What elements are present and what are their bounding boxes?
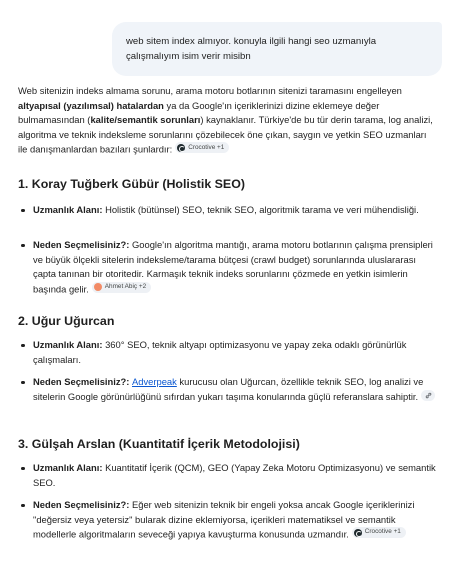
list-item: [18, 203, 440, 218]
section-title-2: 2. Uğur Uğurcan: [18, 314, 115, 328]
bullet-text: Kuantitatif İçerik (QCM), GEO (Yapay Zeka Motoru Optimizasyonu) ve semantik SEO.: [33, 462, 436, 488]
source-link-chip[interactable]: [421, 390, 435, 401]
list-item: [18, 375, 440, 404]
list-item: [18, 498, 440, 542]
intro-bold-2: kalite/semantik sorunları: [90, 114, 201, 126]
bullet-label: Neden Seçmelisiniz?:: [33, 239, 130, 250]
section-title-3: 3. Gülşah Arslan (Kuantitatif İçerik Metodolojisi): [18, 437, 300, 451]
bullet-text: Holistik (bütünsel) SEO, teknik SEO, algoritmik tarama ve veri mühendisliği.: [102, 204, 419, 215]
user-message-bubble: [112, 22, 442, 76]
source-chip[interactable]: [175, 142, 229, 153]
intro-text-1: Web sitenizin indeks almama sorunu, arama motoru botlarının sitenizi taramasını engelleyen: [18, 85, 402, 96]
crocotive-icon: [354, 529, 362, 537]
bullet-text: Google'ın algoritma mantığı, arama motoru botlarının çalışma prensipleri ve büyük ölçekli sitelerin indeksleme/tarama bütçesi (crawl budget) sorunlarında uluslararası çapta tanınan bir otoritedir. Karmaşık teknik indeks sorunlarını çözmede en yetkin isimlerin başında gelir.: [33, 239, 433, 295]
bullet-label: Uzmanlık Alanı:: [33, 204, 103, 215]
source-chip[interactable]: [92, 282, 151, 293]
list-item: [18, 338, 440, 367]
bullet-label: Neden Seçmelisiniz?:: [33, 376, 130, 387]
list-item: [18, 238, 440, 297]
list-item: [18, 461, 440, 490]
source-chip-label: Ahmet Abiç +2: [104, 282, 147, 290]
intro-text-2: ya da Google'ın içeriklerinizi dizine eklemeye değer bulmamasından (: [18, 99, 380, 126]
ahmet-abic-icon: [94, 283, 102, 291]
bullet-text: kurucusu olan Uğurcan, özellikle teknik SEO, log analizi ve sitelerin Google görünürlüğünü sıfırdan yukarı taşıma konularında güçlü referanslara sahiptir.: [33, 376, 424, 402]
bullet-label: Uzmanlık Alanı:: [33, 339, 103, 350]
response-intro: [18, 84, 438, 157]
bullet-label: Neden Seçmelisiniz?:: [33, 499, 130, 510]
bullet-text: Eğer web sitenizin teknik bir engeli yoksa ancak Google içeriklerinizi "değersiz veya yetersiz" bularak dizine eklemiyorsa, içerikleri matematiksel ve semantik modellerle algoritmaların seveceği yapıya kavuşturma konusunda uzmandır.: [33, 499, 415, 540]
source-chip-label: Crocotive +1: [188, 143, 225, 151]
section-title-1: 1. Koray Tuğberk Gübür (Holistik SEO): [18, 177, 245, 191]
intro-bold-1: altyapısal (yazılımsal) hatalardan: [18, 99, 164, 111]
adverpeak-link[interactable]: Adverpeak: [132, 376, 177, 387]
source-chip[interactable]: [352, 527, 406, 538]
user-message-text: web sitem index almıyor. konuyla ilgili hangi seo uzmanıyla çalışmalıyım isim verir misibn: [126, 36, 377, 62]
crocotive-icon: [177, 144, 185, 152]
bullet-label: Uzmanlık Alanı:: [33, 462, 103, 473]
bullet-text: 360° SEO, teknik altyapı optimizasyonu ve yapay zeka odaklı görünürlük çalışmaları.: [33, 339, 407, 365]
intro-paragraph: [18, 84, 438, 157]
intro-text-3: ) kaynaklanır. Türkiye'de bu tür derin tarama, log analizi, algoritma ve teknik indeksleme sorunlarını çözebilecek öne çıkan, saygın ve yetkin SEO uzmanları ile danışmanlardan bazıları şunlardır:: [18, 114, 433, 155]
source-chip-label: Crocotive +1: [364, 528, 401, 536]
link-icon: [425, 392, 432, 399]
